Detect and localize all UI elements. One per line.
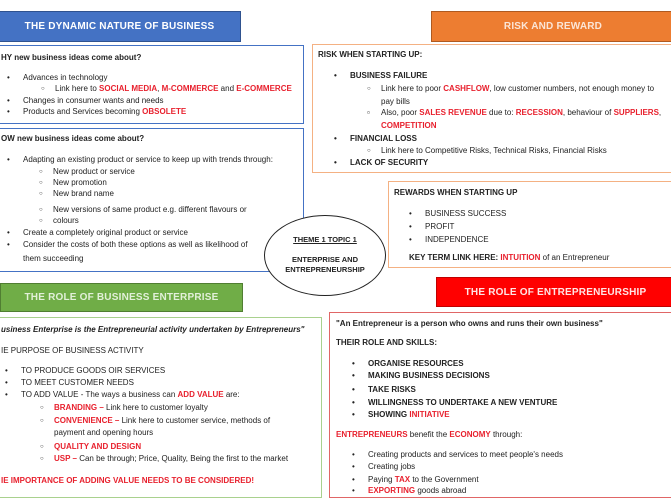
risk-box <box>312 44 671 173</box>
text: , <box>157 84 162 93</box>
enterprise-sub-quality <box>54 442 141 452</box>
enterprise-sub-convenience <box>54 416 270 426</box>
how-sub-item <box>53 205 247 215</box>
how-bullet-costs <box>23 240 248 250</box>
keyword-intuition: INTUITION <box>500 253 541 262</box>
topic-subtitle-line2: ENTREPRENEURSHIP <box>285 265 365 274</box>
entrepreneurship-box <box>329 312 671 498</box>
topic-subtitle-line1: ENTERPRISE AND <box>292 255 358 264</box>
keyword-competition: COMPETITION <box>381 121 437 130</box>
risk-sub-sales <box>381 108 661 118</box>
text: , behaviour of <box>562 108 614 117</box>
how-sub-item <box>53 189 114 199</box>
text: FINANCIAL LOSS <box>350 134 417 143</box>
keyword-m-commerce: M-COMMERCE <box>161 84 219 93</box>
text: KEY TERM LINK HERE: <box>409 253 501 262</box>
entre-economy-heading <box>336 430 522 440</box>
enterprise-sub-branding <box>54 403 208 413</box>
keyword-quality-design: QUALITY AND DESIGN <box>54 442 142 451</box>
keyword-add-value: ADD VALUE <box>177 390 224 399</box>
text: Link here to Competitive Risks, Technical Risks, Financial Risks <box>381 146 607 155</box>
why-sub-link <box>55 84 292 94</box>
enterprise-box <box>0 317 322 498</box>
entre-role <box>368 371 490 381</box>
entre-economy-item <box>368 450 563 460</box>
text: Link here to customer loyalty <box>103 403 208 412</box>
text: LACK OF SECURITY <box>350 158 429 167</box>
keyword-recession: RECESSION <box>515 108 563 117</box>
keyword-initiative: INITIATIVE <box>409 410 450 419</box>
entre-economy-item <box>368 462 415 472</box>
text: Products and Services becoming <box>23 107 143 116</box>
text: New versions of same product e.g. different flavours or <box>53 205 247 214</box>
rewards-heading: REWARDS WHEN STARTING UP <box>394 188 518 197</box>
text: colours <box>53 216 79 225</box>
rewards-box <box>388 181 671 268</box>
entre-role <box>368 398 557 408</box>
text: and <box>218 84 237 93</box>
text: TAKE RISKS <box>368 385 416 394</box>
topic-subtitle <box>265 255 385 275</box>
enterprise-importance: IE IMPORTANCE OF ADDING VALUE NEEDS TO BE CONSIDERED! <box>1 476 255 485</box>
keyword-usp: USP – <box>54 454 77 463</box>
text: , <box>658 108 662 117</box>
text: Link here to poor <box>381 84 444 93</box>
text: ORGANISE RESOURCES <box>368 359 464 368</box>
text: Also, poor <box>381 108 420 117</box>
keyword-exporting: EXPORTING <box>368 486 416 495</box>
risk-sub-risks <box>381 146 607 156</box>
enterprise-purpose-heading: IE PURPOSE OF BUSINESS ACTIVITY <box>1 346 144 355</box>
entre-role <box>368 359 464 369</box>
text: Link here to <box>55 84 100 93</box>
how-sub-item <box>53 216 79 226</box>
text: SHOWING <box>368 410 410 419</box>
how-heading: OW new business ideas come about? <box>1 134 145 143</box>
text: through: <box>490 430 523 439</box>
entre-economy-item <box>368 475 479 485</box>
keyword-cashflow: CASHFLOW <box>443 84 490 93</box>
keyword-obsolete: OBSOLETE <box>142 107 187 116</box>
why-bullet-technology <box>23 73 108 83</box>
entre-roles-heading: THEIR ROLE AND SKILLS: <box>336 338 438 347</box>
keyword-branding: BRANDING – <box>54 403 104 412</box>
text: New promotion <box>53 178 107 187</box>
text: goods abroad <box>415 486 467 495</box>
enterprise-sub-convenience-cont: payment and opening hours <box>54 428 154 437</box>
risk-bullet-security <box>350 158 428 168</box>
risk-bullet-financial-loss <box>350 134 417 144</box>
text: Creating products and services to meet people's needs <box>368 450 563 459</box>
keyword-economy: ECONOMY <box>449 430 491 439</box>
keyword-social-media: SOCIAL MEDIA <box>99 84 158 93</box>
risk-bullet-failure <box>350 71 427 81</box>
keyword-convenience: CONVENIENCE – <box>54 416 120 425</box>
text: New brand name <box>53 189 114 198</box>
text: BUSINESS FAILURE <box>350 71 428 80</box>
text: PROFIT <box>425 222 455 231</box>
header-entrepreneurship: THE ROLE OF ENTREPRENEURSHIP <box>436 277 671 307</box>
rewards-item <box>425 209 506 219</box>
header-business-enterprise: THE ROLE OF BUSINESS ENTERPRISE <box>0 283 243 312</box>
risk-sub-cashflow <box>381 84 654 94</box>
text: Consider the costs of both these options as well as likelihood of <box>23 240 248 249</box>
why-bullet-technology-text: Advances in technology <box>23 73 108 82</box>
enterprise-quote: usiness Enterprise is the Entrepreneurial activity undertaken by Entrepreneurs" <box>1 325 305 334</box>
text: of an Entrepreneur <box>540 253 610 262</box>
text: are: <box>223 390 240 399</box>
risk-heading: RISK WHEN STARTING UP: <box>318 50 423 59</box>
text: Changes in consumer wants and needs <box>23 96 164 105</box>
keyword-tax: TAX <box>394 475 411 484</box>
entre-economy-item <box>368 486 466 496</box>
entre-role <box>368 385 416 395</box>
rewards-item <box>425 235 489 245</box>
keyword-sales-revenue: SALES REVENUE <box>419 108 487 117</box>
text: Creating jobs <box>368 462 416 471</box>
enterprise-bullet <box>21 378 134 388</box>
why-bullet-consumer <box>23 96 164 106</box>
header-dynamic-nature: THE DYNAMIC NATURE OF BUSINESS <box>0 11 241 42</box>
how-sub-item <box>53 178 107 188</box>
topic-ellipse <box>264 215 386 296</box>
entre-quote: "An Entrepreneur is a person who owns and runs their own business" <box>336 319 603 328</box>
how-bullet-adapting <box>23 155 273 165</box>
how-bullet-costs-cont: them succeeding <box>23 254 84 263</box>
text: TO MEET CUSTOMER NEEDS <box>21 378 134 387</box>
text: Can be through; Price, Quality, Being the first to the market <box>76 454 289 463</box>
text: BUSINESS SUCCESS <box>425 209 507 218</box>
text: to the Government <box>410 475 479 484</box>
how-sub-item <box>53 167 135 177</box>
text: TO ADD VALUE - The ways a business can <box>21 390 178 399</box>
entre-role-initiative <box>368 410 450 420</box>
text: INDEPENDENCE <box>425 235 489 244</box>
why-heading: HY new business ideas come about? <box>1 53 142 62</box>
how-ideas-box <box>0 128 304 272</box>
header-risk-reward: RISK AND REWARD <box>431 11 671 42</box>
enterprise-bullet <box>21 366 165 376</box>
rewards-key-term <box>409 253 609 263</box>
text: Link here to customer service, methods of <box>119 416 271 425</box>
text: Paying <box>368 475 395 484</box>
text: MAKING BUSINESS DECISIONS <box>368 371 490 380</box>
keyword-e-commerce: E-COMMERCE <box>236 84 292 93</box>
keyword-suppliers: SUPPLIERS <box>613 108 659 117</box>
keyword-entrepreneurs: ENTREPRENEURS <box>336 430 408 439</box>
rewards-item <box>425 222 454 232</box>
topic-title: THEME 1 TOPIC 1 <box>293 235 357 244</box>
how-bullet-original <box>23 228 188 238</box>
text: benefit the <box>407 430 450 439</box>
why-ideas-box <box>0 45 304 124</box>
enterprise-bullet-add-value <box>21 390 240 400</box>
text: , low customer numbers, not enough money to <box>489 84 655 93</box>
enterprise-sub-usp <box>54 454 288 464</box>
why-bullet-obsolete <box>23 107 186 117</box>
risk-sub-cashflow-cont: pay bills <box>381 97 410 106</box>
text: Adapting an existing product or service to keep up with trends through: <box>23 155 273 164</box>
text: due to: <box>486 108 516 117</box>
text: Create a completely original product or service <box>23 228 188 237</box>
text: TO PRODUCE GOODS OIR SERVICES <box>21 366 166 375</box>
text: WILLINGNESS TO UNDERTAKE A NEW VENTURE <box>368 398 558 407</box>
text: New product or service <box>53 167 135 176</box>
